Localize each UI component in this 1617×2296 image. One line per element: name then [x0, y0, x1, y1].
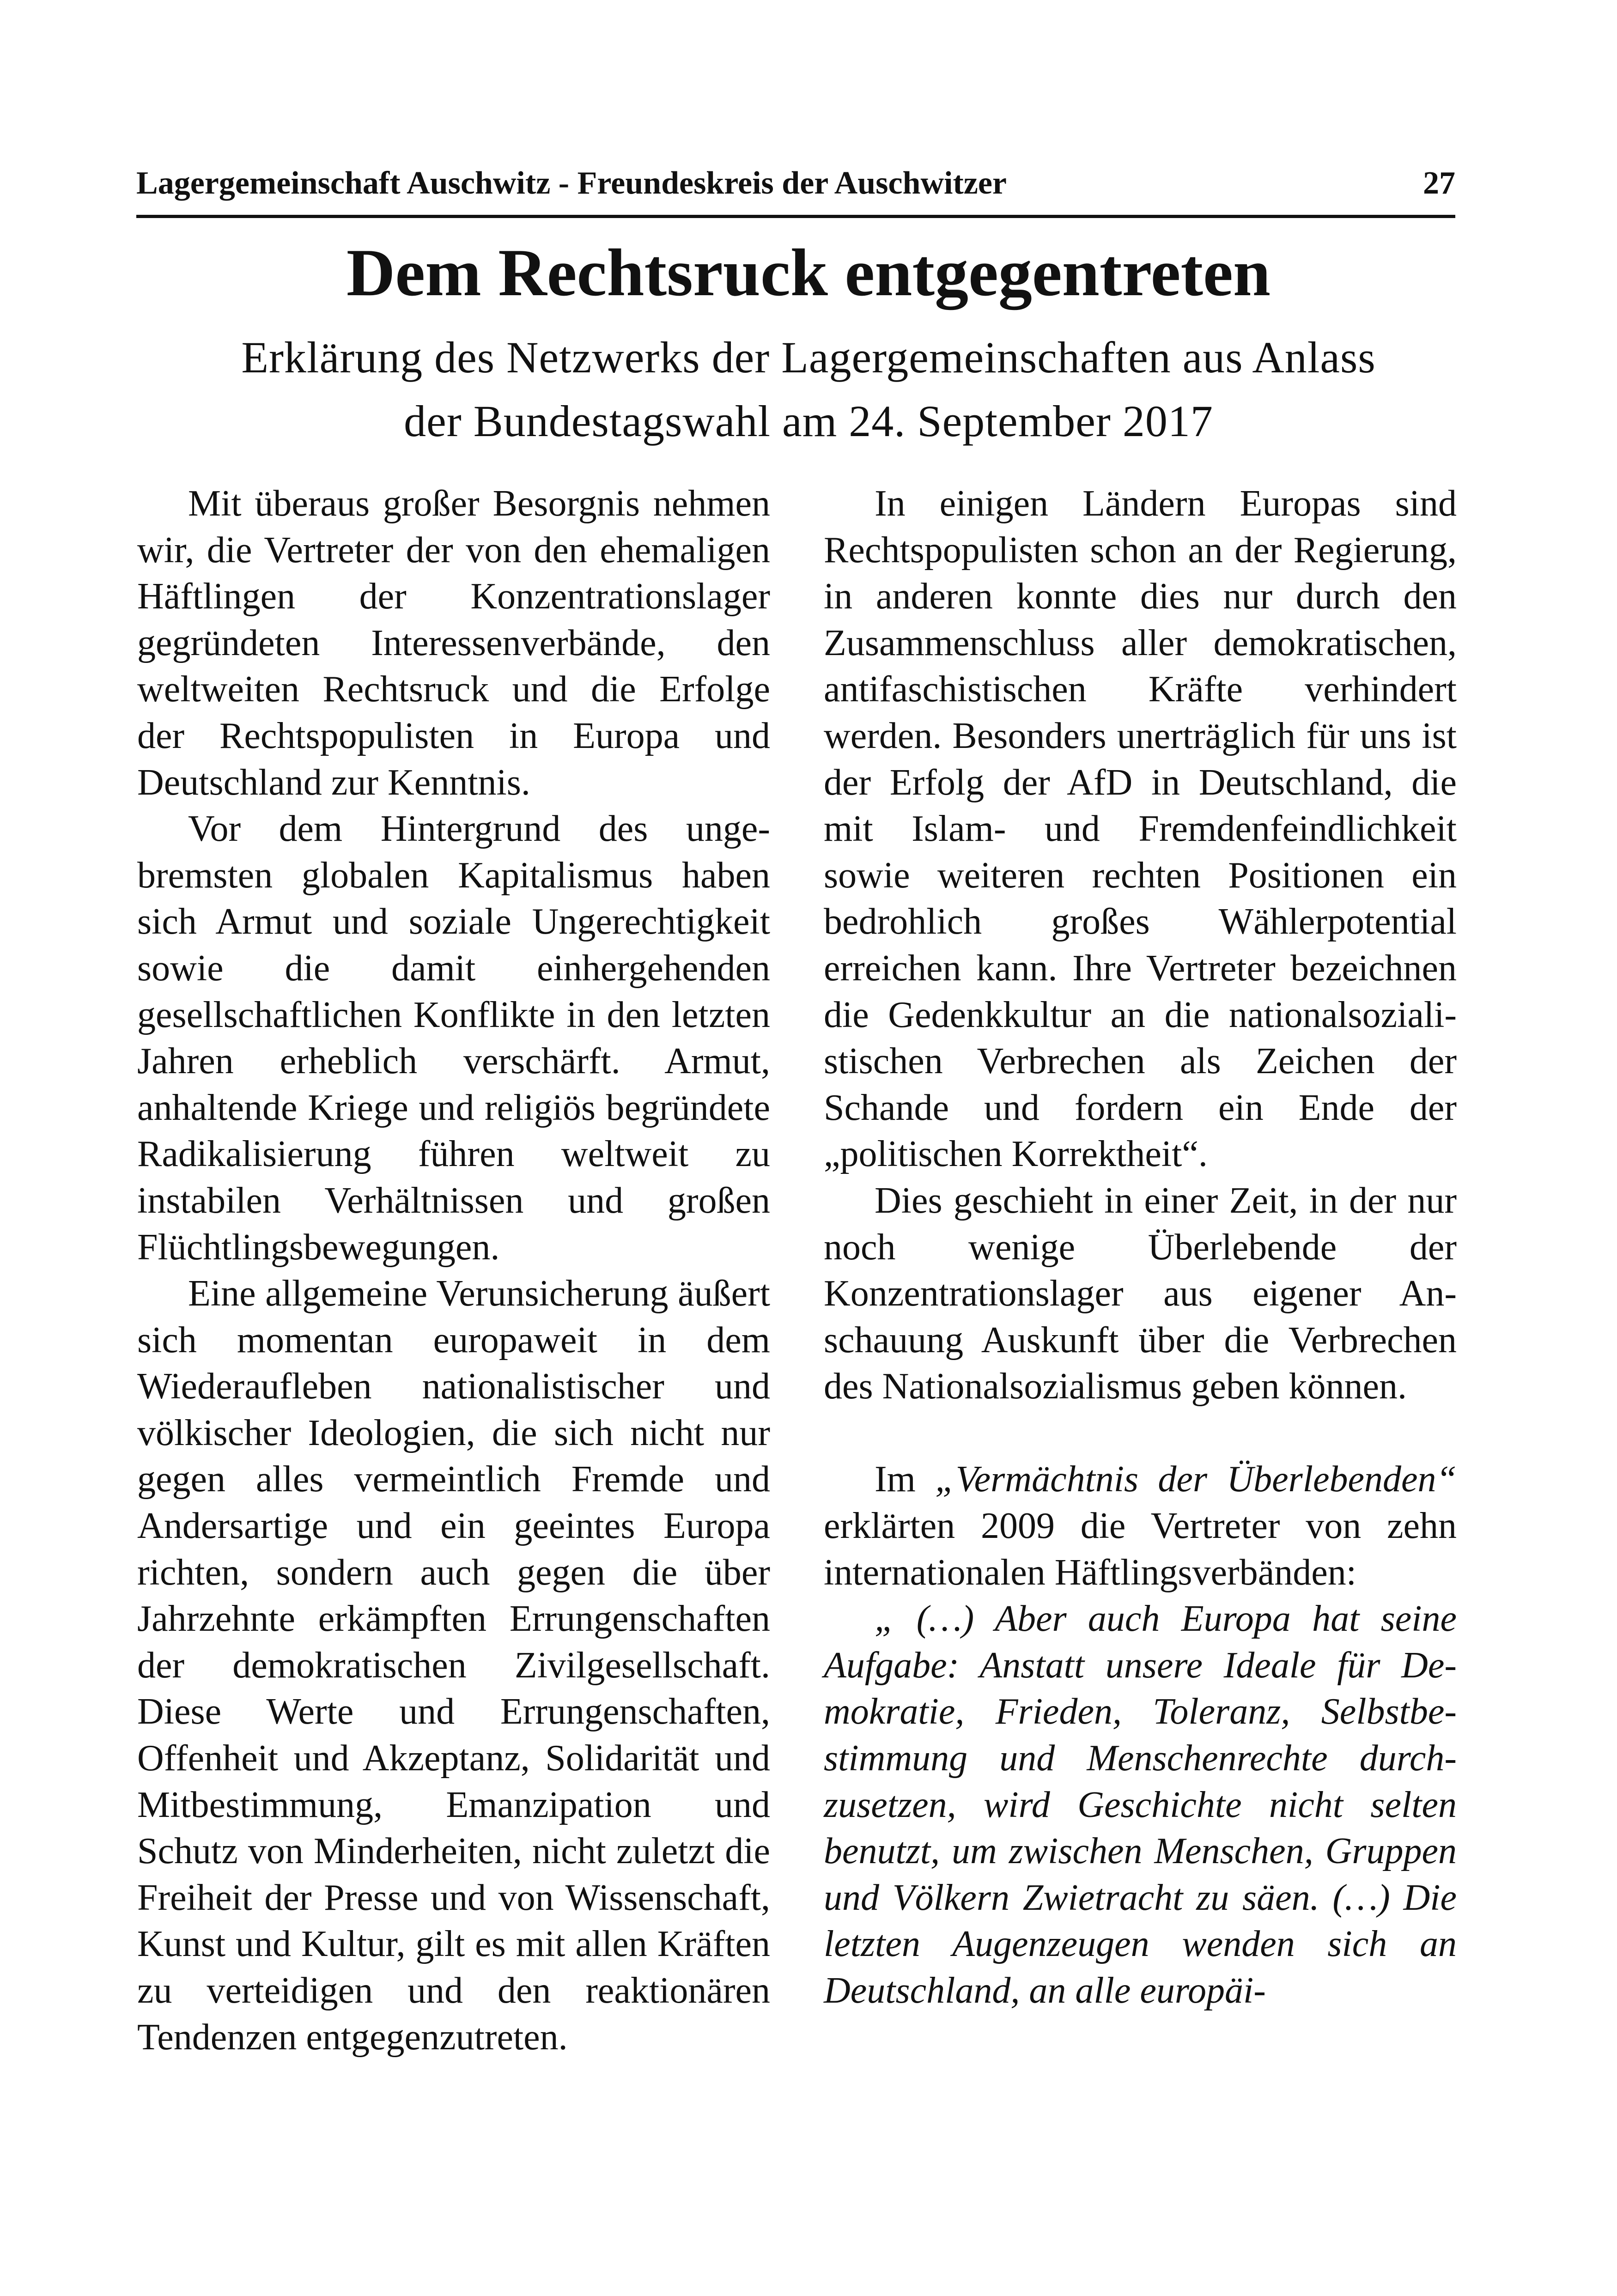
p3-lead: Im — [875, 1459, 936, 1500]
article-headline: Dem Rechtsruck entgegentreten — [346, 235, 1271, 310]
right-column — [824, 480, 1457, 2014]
left-paragraph-3: Eine allgemeine Verunsicherung äußert sich momentan europaweit in dem Wiederaufleben nationalistischer und völkischer Ideologien, die sich nicht nur gegen alles vermeintlich Fremde und Andersartige und ein geeintes Europa richten, sondern auch gegen die über Jahrzehnte erkämpften Errungenschaften der demokratischen Zivilgesellschaft. Diese Werte und Errungenschaften, Offenheit und Akzeptanz, Solidarität und Mitbestimmung, Emanzipation und Schutz von Minderheiten, nicht zuletzt die Freiheit der Presse und von Wissenschaft, Kunst und Kultur, gilt es mit allen Kräften zu verteidigen und den reaktionären Tendenzen entgegenzutreten. — [137, 1273, 770, 2058]
running-header — [136, 159, 1455, 218]
legacy-document-title: „Vermächtnis der Überlebenden“ — [935, 1459, 1457, 1500]
page-number: 27 — [1423, 165, 1455, 201]
running-title: Lagergemeinschaft Auschwitz - Freundeskreis der Auschwitzer — [136, 165, 1007, 201]
article-subtitle — [92, 326, 1525, 453]
left-paragraph-1: Mit überaus großer Besorgnis nehmen wir, die Vertreter der von den ehemaligen Häftlingen der Konzentrationslager gegründeten Interessenverbände, den weltweiten Rechtsruck und die Erfolge der Rechtspopulisten in Europa und Deutschland zur Kenntnis. — [137, 483, 770, 803]
left-column — [137, 480, 770, 2060]
right-paragraph-1: In einigen Ländern Europas sind Rechtspopulisten schon an der Regierung, in anderen konnte dies nur durch den Zusammenschluss aller demokratischen, antifaschistischen Kräfte verhindert werden. Besonders unerträglich für uns ist der Erfolg der AfD in Deutschland, die mit Islam- und Fremdenfeindlichkeit sowie weiteren rechten Positionen ein bedrohlich großes Wählerpotential erreichen kann. Ihre Vertreter bezeichnen die Gedenkkultur an die nationalsozialistischen Verbrechen als Zeichen der Schande und fordern ein Ende der „politischen Korrektheit“. — [824, 483, 1457, 1175]
subtitle-line-2: der Bundestagswahl am 24. September 2017 — [404, 396, 1213, 446]
subtitle-line-1: Erklärung des Netzwerks der Lagergemeinschaften aus Anlass — [241, 333, 1376, 382]
right-paragraph-3 — [824, 1456, 1457, 1596]
p3-rest: erklärten 2009 die Vertreter von zehn internationalen Häftlingsverbänden: — [824, 1506, 1457, 1593]
right-paragraph-2: Dies geschieht in einer Zeit, in der nur noch wenige Überlebende der Konzentrationslager aus eigener Anschauung Auskunft über die Verbrechen des Nationalsozialismus geben können. — [824, 1180, 1457, 1407]
left-paragraph-2: Vor dem Hintergrund des ungebremsten globalen Kapitalismus haben sich Armut und soziale Ungerechtigkeit sowie die damit einhergehenden gesellschaftlichen Konflikte in den letzten Jahren erheblich verschärft. Armut, anhaltende Kriege und religiös begründete Radikalisierung führen weltweit zu instabilen Verhältnissen und großen Flüchtlingsbewegungen. — [137, 808, 770, 1268]
quote-paragraph: „ (…) Aber auch Europa hat seine Aufgabe: Anstatt unsere Ideale für Demokratie, Frieden, Toleranz, Selbstbestimmung und Menschenrechte durchzusetzen, wird Geschichte nicht selten benutzt, um zwischen Menschen, Gruppen und Völkern Zwietracht zu säen. (…) Die letzten Augenzeugen wenden sich an Deutschland, an alle europäi- — [824, 1598, 1457, 2011]
